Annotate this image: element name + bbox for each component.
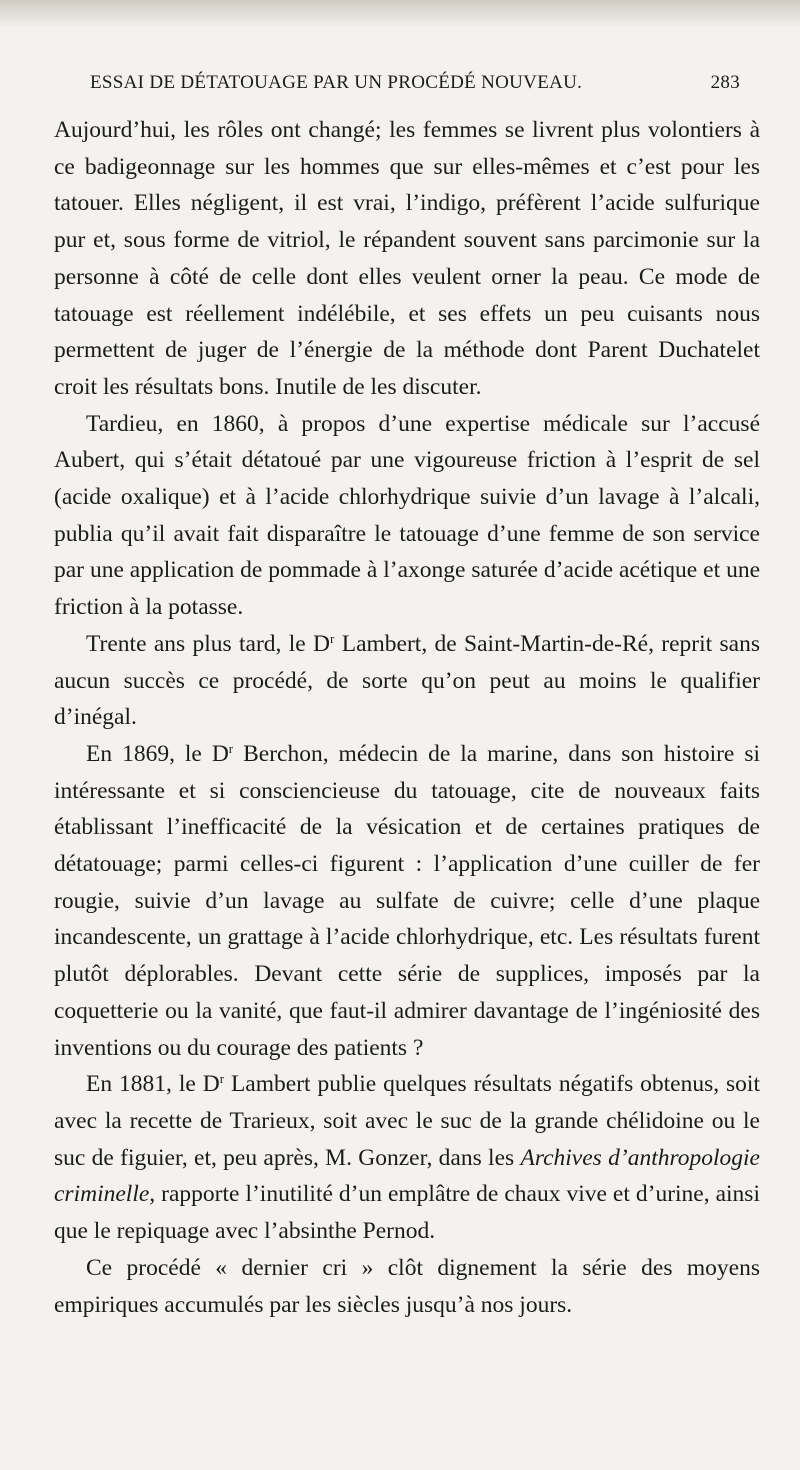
running-title: ESSAI DE DÉTATOUAGE PAR UN PROCÉDÉ NOUVEAU. <box>90 72 583 93</box>
paragraph-4 <box>54 736 760 1066</box>
doctor-abbrev-sup: r <box>219 1071 225 1087</box>
paragraph-2: Tardieu, en 1860, à propos d’une expertise médicale sur l’accusé Aubert, qui s’était détatoué par une vigoureuse friction à l’esprit de sel (acide oxalique) et à l’acide chlorhydrique suivie d’un lavage à l’alcali, publia qu’il avait fait disparaître le tatouage d’une femme de son service par une application de pommade à l’axonge saturée d’acide acétique et une friction à la potasse. <box>54 410 760 621</box>
paragraph-3-start: Trente ans plus tard, le D <box>86 630 331 657</box>
page-edge-shadow <box>0 0 800 28</box>
journal-title: Archives d’anthropologie criminelle <box>54 1144 760 1208</box>
doctor-abbrev-sup: r <box>330 630 335 646</box>
doctor-abbrev-sup: r <box>228 740 234 756</box>
paragraph-3 <box>54 626 760 736</box>
body-text <box>54 112 760 1323</box>
paragraph-5-middle: Lambert publie quelques résultats négatifs obtenus, soit avec la recette de Trarieux, soit avec le suc de la grande chélidoine ou le suc de figuier, et, peu après, M. Gonzer, dans les <box>54 1071 760 1171</box>
paragraph-6: Ce procédé « dernier cri » clôt dignement la série des moyens empiriques accumulés par les siècles jusqu’à nos jours. <box>54 1254 760 1318</box>
paragraph-4-start: En 1869, le D <box>86 740 229 767</box>
paragraph-1: Aujourd’hui, les rôles ont changé; les femmes se livrent plus volontiers à ce badigeonnage sur les hommes que sur elles-mêmes et c’est pour les tatouer. Elles négligent, il est vrai, l’indigo, préfèrent l’acide sulfurique pur et, sous forme de vitriol, le répandent souvent sans parcimonie sur la personne à côté de celle dont elles veulent orner la peau. Ce mode de tatouage est réellement indélébile, et ses effets un peu cuisants nous permettent de juger de l’énergie de la méthode dont Parent Duchatelet croit les résultats bons. Inutile de les discuter. <box>54 117 760 400</box>
page-number: 283 <box>710 72 740 93</box>
paragraph-5-end: , rapporte l’inutilité d’un emplâtre de chaux vive et d’urine, ainsi que le repiquage avec l’absinthe Pernod. <box>54 1181 760 1245</box>
running-header <box>90 72 740 102</box>
paragraph-3-end: Lambert, de Saint-Martin-de-Ré, reprit sans aucun succès ce procédé, de sorte qu’on peut au moins le qualifier d’inégal. <box>54 630 760 731</box>
paragraph-5 <box>54 1066 760 1250</box>
paragraph-5-start: En 1881, le D <box>86 1071 220 1098</box>
paragraph-4-end: Berchon, médecin de la marine, dans son histoire si intéressante et si consciencieuse du tatouage, cite de nouveaux faits établissant l’inefficacité de la vésication et de certaines pratiques de détatouage; parmi celles-ci figurent : l’application d’une cuiller de fer rougie, suivie d’un lavage au sulfate de cuivre; celle d’une plaque incandescente, un grattage à l’acide chlorhydrique, etc. Les résultats furent plutôt déplorables. Devant cette série de supplices, imposés par la coquetterie ou la vanité, que faut-il admirer davantage de l’ingéniosité des inventions ou du courage des patients ? <box>54 740 760 1061</box>
